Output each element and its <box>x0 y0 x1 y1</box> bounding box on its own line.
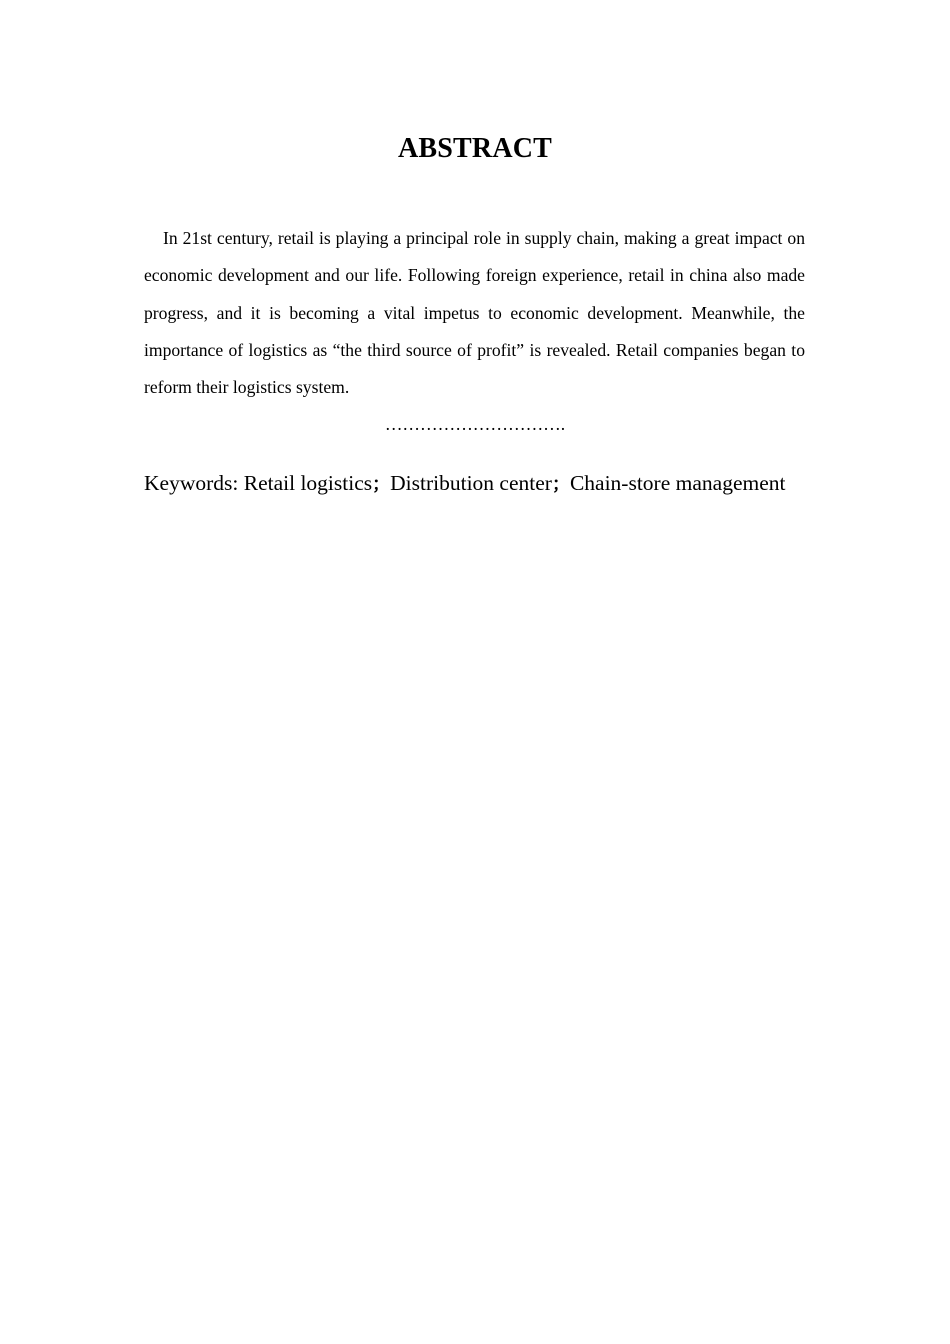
keyword-item: Retail logistics <box>243 471 373 495</box>
keyword-item: Distribution center <box>390 471 552 495</box>
keywords-line <box>144 466 806 502</box>
keyword-item: Chain-store management <box>569 471 786 495</box>
abstract-title: ABSTRACT <box>397 133 553 164</box>
keywords-label: Keywords: <box>144 471 244 495</box>
omission-ellipsis: …………………………. <box>384 414 566 434</box>
keyword-separator: ； <box>372 474 391 495</box>
keyword-separator: ； <box>551 474 570 495</box>
abstract-body-paragraph: In 21st century, retail is playing a principal role in supply chain, making a great impact on economic development and our life. Following foreign experience, retail in china also made progress, and it is becoming a vital impetus to economic development. Meanwhile, the importance of logistics as “the third source of profit” is revealed. Retail companies began to reform their logistics system. <box>144 228 805 398</box>
